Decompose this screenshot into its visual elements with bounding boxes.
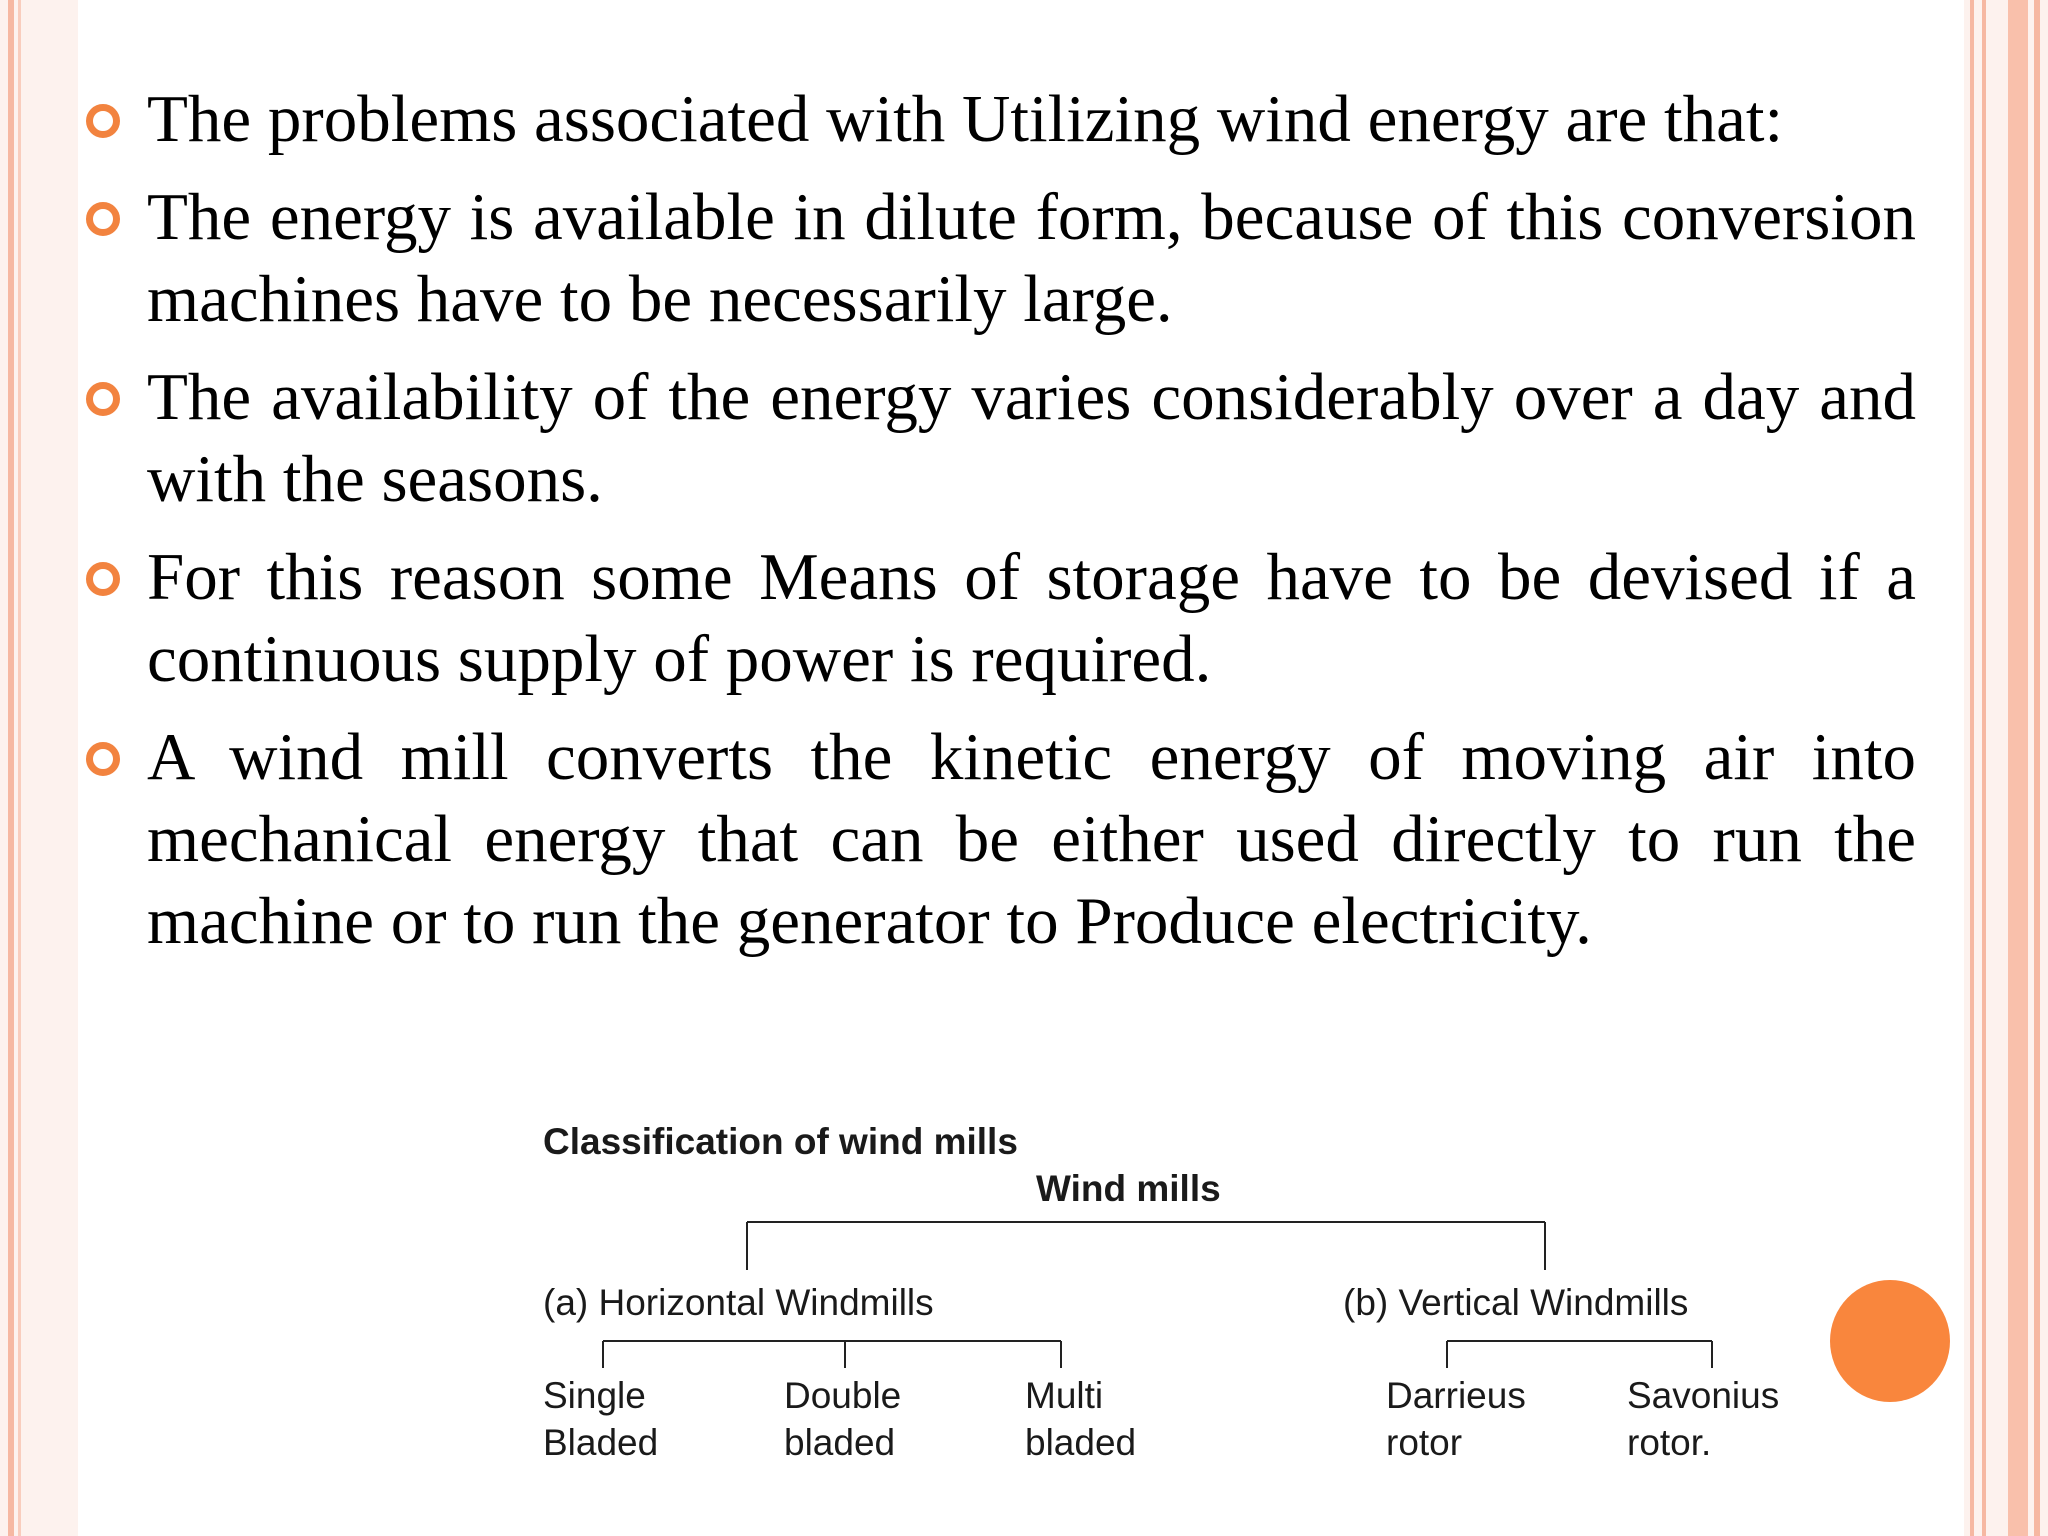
bullet-text: The energy is available in dilute form, because of this conversion machines have to be necessarily large. xyxy=(147,180,1916,336)
left-border-stripe xyxy=(8,0,14,1536)
leaf-line: bladed xyxy=(784,1422,896,1463)
ring-bullet-icon xyxy=(86,202,120,236)
leaf-line: Savonius xyxy=(1627,1375,1780,1416)
bullet-text: A wind mill converts the kinetic energy of moving air into mechanical energy that can be either used directly to run the machine or to run the generator to Produce electricity. xyxy=(147,720,1916,958)
diagram-title: Classification of wind mills xyxy=(543,1121,1018,1162)
ring-bullet-icon xyxy=(86,382,120,416)
bullet-item xyxy=(86,536,1916,700)
left-border-stripe xyxy=(18,0,21,1536)
branch-horizontal: (a) Horizontal Windmills xyxy=(543,1282,934,1323)
leaf-line: Double xyxy=(784,1375,902,1416)
leaf-darrieus-rotor xyxy=(1386,1372,1526,1466)
root-node: Wind mills xyxy=(1036,1168,1221,1209)
ring-bullet-icon xyxy=(86,104,120,138)
leaf-single-bladed xyxy=(543,1372,658,1466)
bullet-item xyxy=(86,78,1916,160)
left-border xyxy=(0,0,78,1536)
right-border-stripe xyxy=(1982,0,1986,1536)
bullet-item xyxy=(86,356,1916,520)
bullet-text: The availability of the energy varies considerably over a day and with the seasons. xyxy=(147,360,1916,516)
bullet-text: The problems associated with Utilizing wind energy are that: xyxy=(147,82,1784,156)
bullet-item xyxy=(86,716,1916,962)
bullet-item xyxy=(86,176,1916,340)
leaf-line: bladed xyxy=(1025,1422,1137,1463)
leaf-line: rotor xyxy=(1386,1422,1463,1463)
leaf-multi-bladed xyxy=(1025,1372,1136,1466)
right-border xyxy=(1964,0,2048,1536)
bullet-list xyxy=(86,78,1916,978)
leaf-line: rotor. xyxy=(1627,1422,1712,1463)
leaf-line: Single xyxy=(543,1375,646,1416)
leaf-savonius-rotor xyxy=(1627,1372,1779,1466)
bullet-text: For this reason some Means of storage have to be devised if a continuous supply of power is required. xyxy=(147,540,1916,696)
leaf-line: Darrieus xyxy=(1386,1375,1526,1416)
leaf-line: Bladed xyxy=(543,1422,659,1463)
orange-circle-decoration xyxy=(1830,1280,1950,1402)
right-border-stripe xyxy=(2008,0,2028,1536)
ring-bullet-icon xyxy=(86,562,120,596)
right-border-stripe xyxy=(1970,0,1974,1536)
right-border-stripe xyxy=(2034,0,2040,1536)
ring-bullet-icon xyxy=(86,742,120,776)
leaf-line: Multi xyxy=(1025,1375,1104,1416)
branch-vertical: (b) Vertical Windmills xyxy=(1343,1282,1689,1323)
leaf-double-bladed xyxy=(784,1372,901,1466)
